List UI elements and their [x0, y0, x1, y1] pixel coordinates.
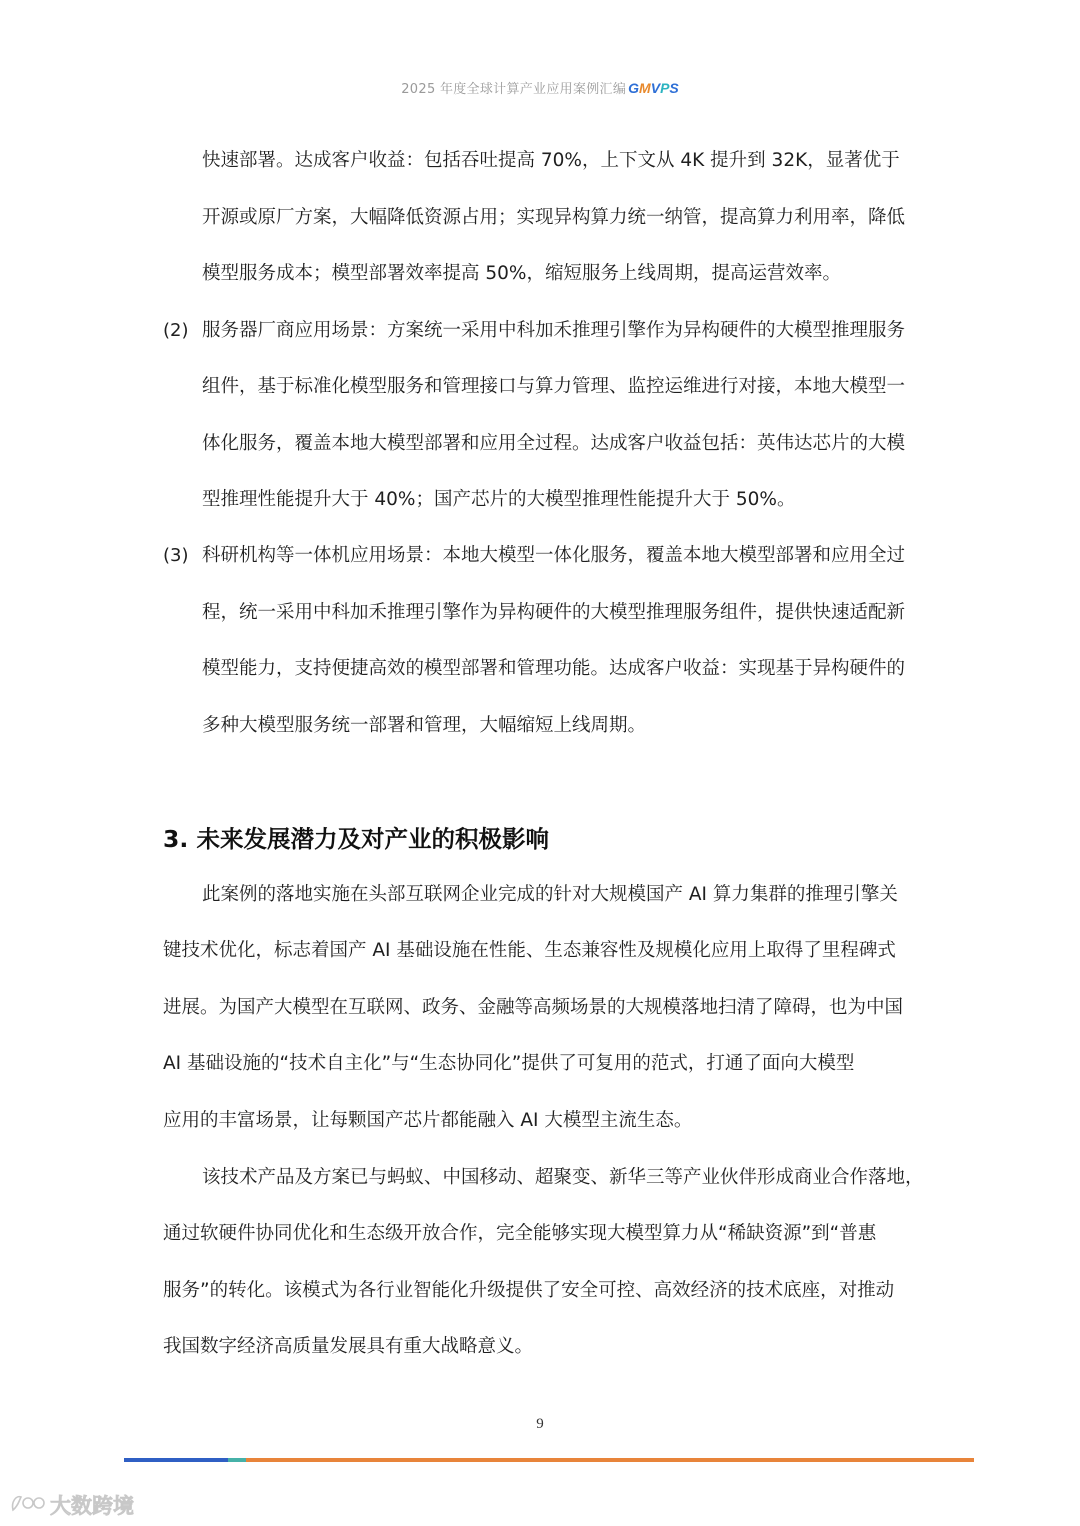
para2-line-3: 服务”的转化。该模式为各行业智能化升级提供了安全可控、高效经济的技术底座，对推动	[163, 1280, 895, 1301]
item2-line-3: 体化服务，覆盖本地大模型部署和应用全过程。达成客户收益包括：英伟达芯片的大模	[202, 433, 906, 454]
section3-heading: 3. 未来发展潜力及对产业的积极影响	[163, 825, 549, 853]
footer-bar-blue-segment	[124, 1458, 228, 1462]
watermark-logo-icon	[10, 1492, 46, 1519]
para1-line-3: 进展。为国产大模型在互联网、政务、金融等高频场景的大规模落地扫清了障碍，也为中国	[163, 997, 904, 1018]
para2-line-1: 该技术产品及方案已与蚂蚁、中国移动、超聚变、新华三等产业伙伴形成商业合作落地，	[202, 1167, 924, 1188]
para1-line-4: AI 基础设施的“技术自主化”与“生态协同化”提供了可复用的范式，打通了面向大模型	[163, 1053, 855, 1074]
page-header	[0, 78, 1080, 97]
watermark-text: 大数跨境	[50, 1494, 134, 1518]
page-number: 9	[536, 1416, 544, 1432]
block1-line-2: 开源或原厂方案，大幅降低资源占用；实现异构算力统一纳管，提高算力利用率，降低	[202, 207, 906, 228]
item2-number: (2)	[163, 320, 189, 341]
footer-color-bar	[124, 1458, 974, 1462]
block1-line-3: 模型服务成本；模型部署效率提高 50%，缩短服务上线周期，提高运营效率。	[202, 263, 842, 284]
footer-bar-orange-segment	[246, 1458, 974, 1462]
gmvps-logo: GMVPS	[628, 80, 679, 96]
block1-line-1: 快速部署。达成客户收益：包括吞吐提高 70%，上下文从 4K 提升到 32K，显著优于	[202, 150, 900, 171]
item3-number: (3)	[163, 545, 189, 566]
para1-line-2: 键技术优化，标志着国产 AI 基础设施在性能、生态兼容性及规模化应用上取得了里程碑式	[163, 940, 896, 961]
item2-line-4: 型推理性能提升大于 40%；国产芯片的大模型推理性能提升大于 50%。	[202, 489, 796, 510]
para2-line-4: 我国数字经济高质量发展具有重大战略意义。	[163, 1336, 534, 1357]
item3-line-3: 模型能力，支持便捷高效的模型部署和管理功能。达成客户收益：实现基于异构硬件的	[202, 658, 906, 679]
header-title: 2025 年度全球计算产业应用案例汇编	[401, 82, 627, 97]
para1-line-5: 应用的丰富场景，让每颗国产芯片都能融入 AI 大模型主流生态。	[163, 1110, 693, 1131]
item2-line-1: 服务器厂商应用场景：方案统一采用中科加禾推理引擎作为异构硬件的大模型推理服务	[202, 320, 906, 341]
item3-line-2: 程，统一采用中科加禾推理引擎作为异构硬件的大模型推理服务组件，提供快速适配新	[202, 602, 906, 623]
item3-line-1: 科研机构等一体机应用场景：本地大模型一体化服务，覆盖本地大模型部署和应用全过	[202, 545, 906, 566]
watermark	[10, 1490, 134, 1520]
para2-line-2: 通过软硬件协同优化和生态级开放合作，完全能够实现大模型算力从“稀缺资源”到“普惠	[163, 1223, 877, 1244]
item2-line-2: 组件，基于标准化模型服务和管理接口与算力管理、监控运维进行对接，本地大模型一	[202, 376, 906, 397]
item3-line-4: 多种大模型服务统一部署和管理，大幅缩短上线周期。	[202, 715, 647, 736]
footer-bar-teal-segment	[228, 1458, 246, 1462]
para1-line-1: 此案例的落地实施在头部互联网企业完成的针对大规模国产 AI 算力集群的推理引擎关	[202, 884, 898, 905]
